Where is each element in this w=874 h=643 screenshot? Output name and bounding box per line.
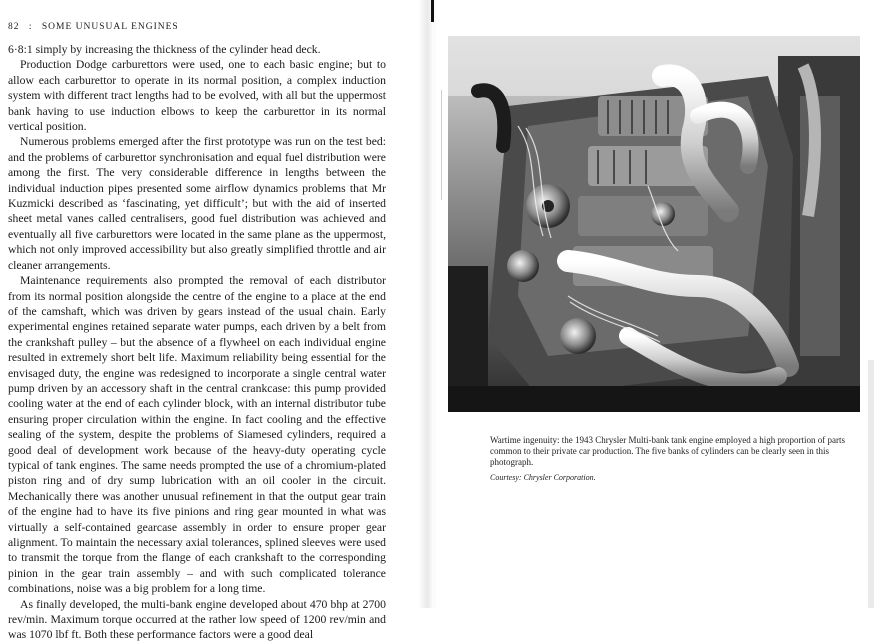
running-head	[8, 22, 179, 32]
caption-text: Wartime ingenuity: the 1943 Chrysler Multi-bank tank engine employed a high proportion of parts common to their private car production. The five banks of cylinders can be clearly seen in this photograph.	[490, 435, 845, 467]
page-gutter	[418, 0, 434, 608]
paragraph: Production Dodge carburettors were used, one to each basic engine; but to allow each carburettor to operate in its normal position, a complex induction system with different tract lengths had to be evolved, with all but the uppermost bank having to use induction elbows to keep the carburettor in its normal vertical position.	[8, 58, 386, 134]
margin-line	[441, 90, 442, 200]
paragraph: Numerous problems emerged after the first prototype was run on the test bed: and the problems of carburettor synchronisation and equal fuel distribution were among the first. The very considerable difference in lengths between the individual induction pipes presented some airflow dynamics problems that Mr Kuzmicki described as ‘fascinating, yet difficult’; but with the aid of inserted sheet metal vanes called centralisers, good fuel distribution was achieved and eventually all five carburettors were located in the same plane as the uppermost, which not only improved accessibility but also greatly simplified throttle and air cleaner arrangements.	[8, 135, 386, 272]
left-page	[0, 0, 430, 642]
running-head-separator: :	[28, 22, 33, 32]
paragraph: 6·8:1 simply by increasing the thickness of the cylinder head deck.	[8, 43, 321, 56]
credit-source: Chrysler Corporation.	[523, 473, 596, 482]
paragraph: Maintenance requirements also prompted the removal of each distributor from its normal position alongside the centre of the engine to a place at the end of the camshaft, which was driven by gears instead of the usual chain. Early experimental engines retained separate water pumps, each driven by a belt from the crankshaft pulley – but the absence of a flywheel on each individual engine resulted in extremely short belt life. Maximum reliability being essential for the envisaged duty, the engine was redesigned to incorporate a single central water pump driven by an accessory shaft in the central crankcase: this pump provided cooling water at the end of each cylinder block, with an internal distributor tube ensuring proper circulation within the engine. In fact cooling and the effective sealing of the system, despite the problems of Siamesed cylinders, required a good deal of development work because of the heavy-duty operating cycle typical of tank engines. The same needs prompted the use of a chromium-plated piston ring and of dry sump lubrication with an oil cooler in the circuit. Mechanically there was another unusual refinement in that the output gear train of the engine had to have its five pinions and ring gear mounted in what was virtually a self-contained gearcase assembly in order to ensure proper gear alignment. To maintain the necessary axial tolerances, splined sleeves were used to transmit the torque from the flange of each crankshaft to the corresponding pinion in the gear train assembly – and with such complicated tolerance combinations, noise was a big problem for a long time.	[8, 274, 386, 596]
engine-photograph	[448, 36, 860, 412]
credit-label: Courtesy:	[490, 473, 522, 482]
figure-caption	[490, 435, 862, 483]
paragraph: As finally developed, the multi-bank engine developed about 470 bhp at 2700 rev/min. Maximum torque occurred at the rather low speed of 1200 rev/min and was 1070 lbf ft. Both these performance factors were a good deal	[8, 597, 386, 642]
engine-illustration	[448, 36, 860, 412]
page-number: 82	[8, 22, 20, 32]
running-title: SOME UNUSUAL ENGINES	[41, 22, 179, 32]
photo-credit	[490, 472, 862, 483]
body-text	[8, 42, 386, 643]
binding-mark	[431, 0, 434, 22]
page-edge	[868, 360, 874, 608]
